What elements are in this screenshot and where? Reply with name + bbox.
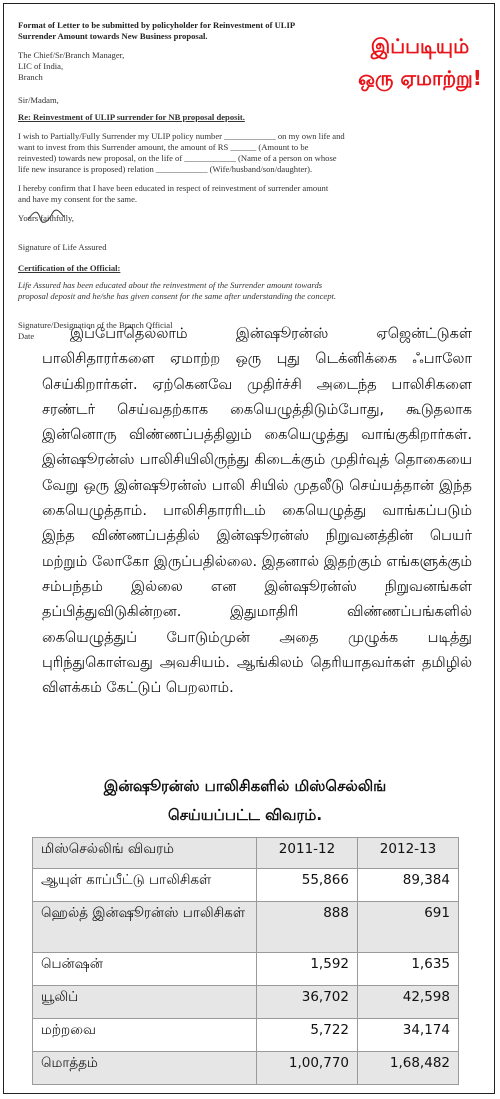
table-header-row — [33, 838, 459, 869]
value-cell: 691 — [358, 902, 459, 953]
row-label: ஆயுள் காப்பீட்டு பாலிசிகள் — [33, 869, 257, 902]
address-line: The Chief/Sr/Branch Manager, — [18, 50, 125, 60]
value-cell: 888 — [257, 902, 358, 953]
table-total-row — [33, 1052, 459, 1085]
table-title — [40, 772, 450, 830]
table-title-line: இன்ஷூரன்ஸ் பாலிசிகளில் மிஸ்செல்லிங் — [103, 777, 387, 795]
header-cell: 2011-12 — [257, 838, 358, 869]
letter-address — [18, 50, 338, 83]
row-label: யூலிப் — [33, 986, 257, 1019]
official-signature-label: Signature/Designation of the Branch Official — [18, 320, 173, 330]
letter-scan — [18, 20, 345, 341]
value-cell: 55,866 — [257, 869, 358, 902]
value-cell: 1,635 — [358, 953, 459, 986]
signature-scribble-icon — [26, 208, 66, 224]
certification-body: Life Assured has been educated about the reinvestment of the Surrender amount towards proposal deposit and he/she has given consent for the same after understanding the concept. — [18, 280, 337, 301]
value-cell: 34,174 — [358, 1019, 459, 1052]
table-row — [33, 1019, 459, 1052]
table-row — [33, 953, 459, 986]
row-label: மற்றவை — [33, 1019, 257, 1052]
row-label: ஹெல்த் இன்ஷூரன்ஸ் பாலிசிகள் — [33, 902, 257, 953]
signature-label: Signature of Life Assured — [18, 242, 107, 252]
value-cell: 5,722 — [257, 1019, 358, 1052]
missell-table — [32, 837, 459, 1085]
header-cell: மிஸ்செல்லிங் விவரம் — [33, 838, 257, 869]
letter-body: I wish to Partially/Fully Surrender my ULIP policy number ____________ on my own life and want to invest from this Surrender amount, the amount of RS ______ (Amount to be reinvested) towards new proposal, on the life of ____________ (Name of a person on whose life new insurance is proposed) relation ____________ (Wife/husband/son/daughter). — [18, 131, 345, 174]
headline-line: இப்படியும் — [370, 34, 470, 58]
certification-heading: Certification of the Official: — [18, 263, 121, 273]
table-row — [33, 902, 459, 953]
value-cell: 36,702 — [257, 986, 358, 1019]
value-cell: 89,384 — [358, 869, 459, 902]
table-row — [33, 986, 459, 1019]
letter-heading: Format of Letter to be submitted by policyholder for Reinvestment of ULIP Surrender Amount towards New Business proposal. — [18, 20, 295, 41]
headline — [355, 30, 485, 94]
letter-salutation: Sir/Madam, — [18, 95, 59, 105]
row-label: பென்ஷன் — [33, 953, 257, 986]
table-title-line: செய்யப்பட்ட விவரம். — [167, 806, 323, 824]
letter-reference: Re: Reinvestment of ULIP surrender for NB proposal deposit. — [18, 112, 245, 122]
address-line: LIC of India, — [18, 61, 64, 71]
value-cell: 1,592 — [257, 953, 358, 986]
value-cell: 42,598 — [358, 986, 459, 1019]
letter-closing: Yours faithfully, — [18, 213, 74, 223]
address-line: Branch — [18, 72, 43, 82]
row-label: மொத்தம் — [33, 1052, 257, 1085]
letter-confirmation: I hereby confirm that I have been educated in respect of reinvestment of surrender amount and have my consent for the same. — [18, 183, 329, 204]
headline-line: ஒரு ஏமாற்று! — [358, 66, 482, 90]
value-cell: 1,68,482 — [358, 1052, 459, 1085]
value-cell: 1,00,770 — [257, 1052, 358, 1085]
header-cell: 2012-13 — [358, 838, 459, 869]
table-row — [33, 869, 459, 902]
date-label: Date — [18, 331, 35, 341]
article-paragraph: இப்போதெல்லாம் இன்ஷூரன்ஸ் ஏஜென்ட்டுகள் பாலிசிதாரர்களை ஏமாற்ற ஒரு புது டெக்னிக்கை ஃபாலோ செய்கிறார்கள். ஏற்கெனவே முதிர்ச்சி அடைந்த பாலிசிகளை சரண்டர் செய்வதற்காக கையெழுத்திடும்போது, கூடுதலாக இன்னொரு விண்ணப்பத்திலும் கையெழுத்து வாங்குகிறார்கள். இன்ஷூரன்ஸ் பாலிசியிலிருந்து கிடைக்கும் முதிர்வுத் தொகையை வேறு ஒரு இன்ஷூரன்ஸ் பாலி சியில் முதலீடு செய்யத்தான் இந்த கையெழுத்தாம். பாலிசிதாரரிடம் கையெழுத்து வாங்கப்படும் இந்த விண்ணப்பத்தில் இன்ஷூரன்ஸ் நிறுவனத்தின் பெயர் மற்றும் லோகோ இருப்பதில்லை. இதனால் இதற்கும் எங்களுக்கும் சம்பந்தம் இல்லை என இன்ஷூரன்ஸ் நிறுவனங்கள் தப்பித்துவிடுகின்றன. இதுமாதிரி விண்ணப்பங்களில் கையெழுத்துப் போடும்முன் அதை முழுக்க படித்து புரிந்துகொள்வது அவசியம். ஆங்கிலம் தெரியாதவர்கள் தமிழில் விளக்கம் கேட்டுப் பெறலாம். — [42, 326, 472, 697]
